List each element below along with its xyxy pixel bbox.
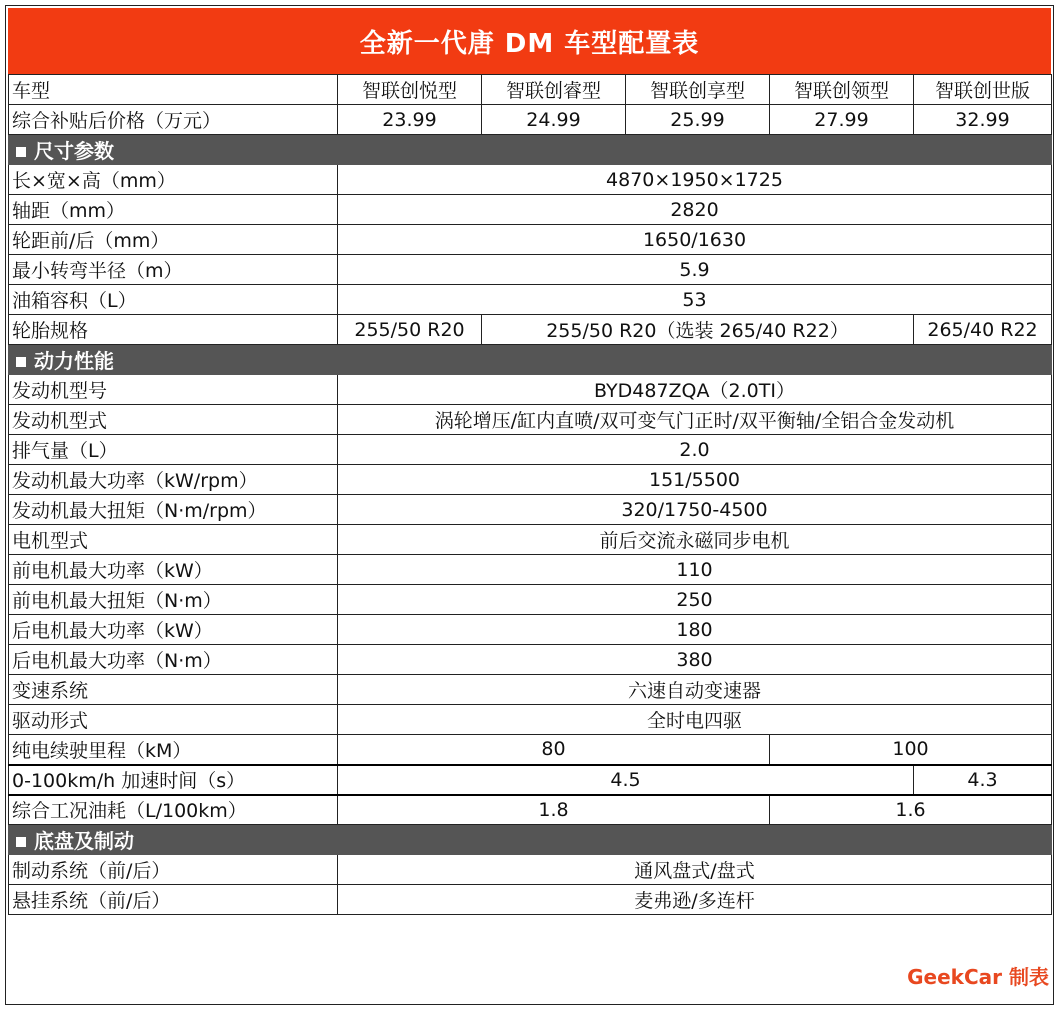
table-row — [9, 555, 1052, 585]
table-row — [9, 495, 1052, 525]
table-row — [9, 375, 1052, 405]
row-value: 80 — [338, 735, 770, 765]
section-header-power — [9, 345, 1052, 375]
section-header-chassis — [9, 825, 1052, 855]
table-row — [9, 855, 1052, 885]
price-row — [9, 105, 1052, 135]
row-value: 2820 — [338, 195, 1052, 225]
price-value: 24.99 — [482, 105, 626, 135]
row-value: 六速自动变速器 — [338, 675, 1052, 705]
spec-sheet — [5, 5, 1054, 1005]
table-row — [9, 225, 1052, 255]
row-value: 1.8 — [338, 795, 770, 825]
table-row — [9, 675, 1052, 705]
table-row — [9, 435, 1052, 465]
row-label: 轮距前/后（mm） — [9, 225, 338, 255]
row-value: 前后交流永磁同步电机 — [338, 525, 1052, 555]
row-value: 4870×1950×1725 — [338, 165, 1052, 195]
row-value: 全时电四驱 — [338, 705, 1052, 735]
row-label: 排气量（L） — [9, 435, 338, 465]
row-label: 最小转弯半径（m） — [9, 255, 338, 285]
trim-name: 智联创享型 — [626, 75, 770, 105]
row-value: 53 — [338, 285, 1052, 315]
row-label: 综合工况油耗（L/100km） — [9, 795, 338, 825]
table-title: 全新一代唐 DM 车型配置表 — [8, 8, 1051, 74]
table-row — [9, 795, 1052, 825]
row-value: 180 — [338, 615, 1052, 645]
table-row — [9, 705, 1052, 735]
price-value: 25.99 — [626, 105, 770, 135]
row-value: 250 — [338, 585, 1052, 615]
row-label: 制动系统（前/后） — [9, 855, 338, 885]
table-row — [9, 465, 1052, 495]
price-value: 32.99 — [914, 105, 1052, 135]
row-value: 通风盘式/盘式 — [338, 855, 1052, 885]
table-row — [9, 615, 1052, 645]
row-label: 长×宽×高（mm） — [9, 165, 338, 195]
table-row — [9, 165, 1052, 195]
square-bullet-icon — [16, 147, 26, 157]
section-header-dimensions — [9, 135, 1052, 165]
row-label: 0-100km/h 加速时间（s） — [9, 765, 338, 795]
row-label: 轮胎规格 — [9, 315, 338, 345]
table-row — [9, 735, 1052, 765]
table-row — [9, 255, 1052, 285]
section-title: 尺寸参数 — [34, 139, 114, 163]
row-value: 255/50 R20 — [338, 315, 482, 345]
row-label: 发动机最大扭矩（N·m/rpm） — [9, 495, 338, 525]
row-label: 轴距（mm） — [9, 195, 338, 225]
row-value: 5.9 — [338, 255, 1052, 285]
trim-name: 智联创世版 — [914, 75, 1052, 105]
row-value: 麦弗逊/多连杆 — [338, 885, 1052, 915]
table-row — [9, 645, 1052, 675]
price-value: 27.99 — [770, 105, 914, 135]
row-value: 110 — [338, 555, 1052, 585]
section-title: 动力性能 — [34, 349, 114, 373]
row-value: 100 — [770, 735, 1052, 765]
square-bullet-icon — [16, 837, 26, 847]
section-title: 底盘及制动 — [34, 829, 134, 853]
row-value: 320/1750-4500 — [338, 495, 1052, 525]
row-value: BYD487ZQA（2.0TI） — [338, 375, 1052, 405]
row-label: 前电机最大扭矩（N·m） — [9, 585, 338, 615]
row-label: 后电机最大功率（N·m） — [9, 645, 338, 675]
row-value: 265/40 R22 — [914, 315, 1052, 345]
row-value: 2.0 — [338, 435, 1052, 465]
header-row — [9, 75, 1052, 105]
row-label: 电机型式 — [9, 525, 338, 555]
row-label: 油箱容积（L） — [9, 285, 338, 315]
row-label: 变速系统 — [9, 675, 338, 705]
row-label: 发动机型式 — [9, 405, 338, 435]
row-value: 1.6 — [770, 795, 1052, 825]
table-row — [9, 585, 1052, 615]
trim-name: 智联创悦型 — [338, 75, 482, 105]
row-label: 后电机最大功率（kW） — [9, 615, 338, 645]
table-row — [9, 405, 1052, 435]
row-label: 发动机最大功率（kW/rpm） — [9, 465, 338, 495]
spec-table — [8, 74, 1052, 915]
row-label: 综合补贴后价格（万元） — [9, 105, 338, 135]
table-row — [9, 525, 1052, 555]
row-value: 涡轮增压/缸内直喷/双可变气门正时/双平衡轴/全铝合金发动机 — [338, 405, 1052, 435]
row-label: 发动机型号 — [9, 375, 338, 405]
header-label: 车型 — [9, 75, 338, 105]
row-value: 1650/1630 — [338, 225, 1052, 255]
table-row — [9, 285, 1052, 315]
row-value: 255/50 R20（选装 265/40 R22） — [482, 315, 914, 345]
trim-name: 智联创领型 — [770, 75, 914, 105]
row-label: 纯电续驶里程（kM） — [9, 735, 338, 765]
row-label: 悬挂系统（前/后） — [9, 885, 338, 915]
table-row — [9, 195, 1052, 225]
table-row — [9, 765, 1052, 795]
row-value: 4.3 — [914, 765, 1052, 795]
price-value: 23.99 — [338, 105, 482, 135]
square-bullet-icon — [16, 357, 26, 367]
row-value: 151/5500 — [338, 465, 1052, 495]
row-value: 380 — [338, 645, 1052, 675]
table-row — [9, 885, 1052, 915]
table-row — [9, 315, 1052, 345]
row-value: 4.5 — [338, 765, 914, 795]
trim-name: 智联创睿型 — [482, 75, 626, 105]
row-label: 驱动形式 — [9, 705, 338, 735]
row-label: 前电机最大功率（kW） — [9, 555, 338, 585]
footer-credit: GeekCar 制表 — [907, 965, 1049, 989]
